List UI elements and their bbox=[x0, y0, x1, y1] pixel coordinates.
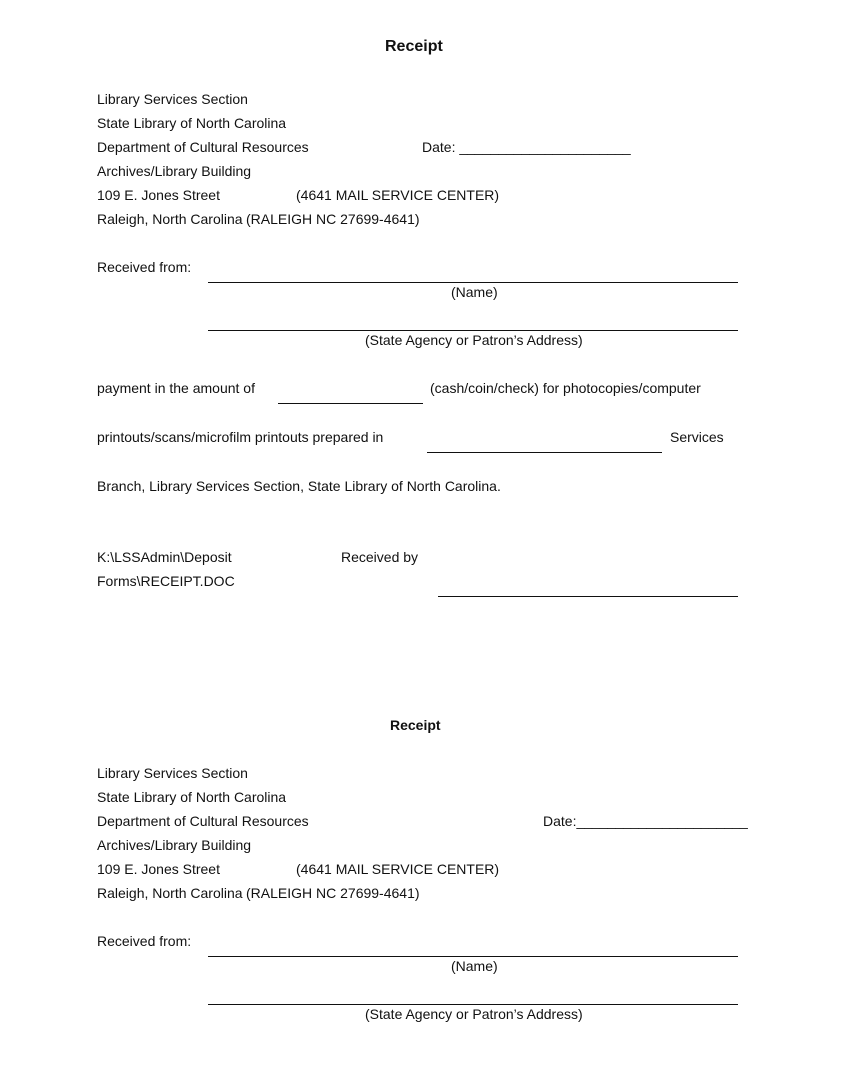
receipt-1-payment-suffix: (cash/coin/check) for photocopies/computer bbox=[430, 380, 701, 396]
receipt-1-branch-line: Branch, Library Services Section, State Library of North Carolina. bbox=[97, 478, 501, 494]
receipt-2-address-line-2: State Library of North Carolina bbox=[97, 789, 287, 805]
receipt-2-mail-service-center: (4641 MAIL SERVICE CENTER) bbox=[296, 861, 500, 877]
receipt-2-date-field[interactable]: Date:______________________ bbox=[543, 813, 748, 829]
receipt-1-services-branch-field[interactable] bbox=[427, 452, 662, 453]
receipt-1-name-caption: (Name) bbox=[451, 284, 498, 300]
receipt-2-address-field[interactable] bbox=[208, 1004, 738, 1005]
receipt-1-payment-label: payment in the amount of bbox=[97, 380, 255, 396]
receipt-1-payment-amount-field[interactable] bbox=[278, 403, 423, 404]
receipt-2-name-caption: (Name) bbox=[451, 958, 498, 974]
receipt-1-name-field[interactable] bbox=[208, 282, 738, 283]
receipt-2-address-line-5: 109 E. Jones Street bbox=[97, 861, 220, 877]
receipt-1-date-field[interactable]: Date: ______________________ bbox=[422, 139, 631, 155]
receipt-1-mail-zip: (RALEIGH NC 27699-4641) bbox=[246, 211, 420, 227]
receipt-1-address-line-6: Raleigh, North Carolina bbox=[97, 211, 243, 227]
receipt-2-address-line-3: Department of Cultural Resources bbox=[97, 813, 309, 829]
receipt-2-address-caption: (State Agency or Patron’s Address) bbox=[365, 1006, 583, 1022]
receipt-2-title: Receipt bbox=[390, 717, 441, 733]
receipt-2-address-line-1: Library Services Section bbox=[97, 765, 248, 781]
receipt-2-name-field[interactable] bbox=[208, 956, 738, 957]
receipt-1-mail-service-center: (4641 MAIL SERVICE CENTER) bbox=[296, 187, 500, 203]
receipt-2-mail-zip: (RALEIGH NC 27699-4641) bbox=[246, 885, 420, 901]
receipt-1-address-line-1: Library Services Section bbox=[97, 91, 248, 107]
receipt-1-services-label: Services bbox=[670, 429, 724, 445]
receipt-1-file-path-line-2: Forms\RECEIPT.DOC bbox=[97, 573, 235, 589]
receipt-1-received-by-signature-field[interactable] bbox=[438, 596, 738, 597]
receipt-1-file-path-line-1: K:\LSSAdmin\Deposit bbox=[97, 549, 232, 565]
receipt-2-address-line-6: Raleigh, North Carolina bbox=[97, 885, 243, 901]
receipt-1-address-line-3: Department of Cultural Resources bbox=[97, 139, 309, 155]
receipt-2-received-from-label: Received from: bbox=[97, 933, 192, 949]
receipt-1-address-field[interactable] bbox=[208, 330, 738, 331]
receipt-1-address-line-2: State Library of North Carolina bbox=[97, 115, 287, 131]
receipt-1-received-by-label: Received by bbox=[341, 549, 419, 565]
receipt-1-printouts-label: printouts/scans/microfilm printouts prepared in bbox=[97, 429, 384, 445]
receipt-2-address-line-4: Archives/Library Building bbox=[97, 837, 252, 853]
receipt-1-address-caption: (State Agency or Patron’s Address) bbox=[365, 332, 583, 348]
receipt-1-address-line-4: Archives/Library Building bbox=[97, 163, 252, 179]
receipt-1-received-from-label: Received from: bbox=[97, 259, 192, 275]
receipt-1-title: Receipt bbox=[385, 38, 443, 55]
receipt-1-address-line-5: 109 E. Jones Street bbox=[97, 187, 220, 203]
